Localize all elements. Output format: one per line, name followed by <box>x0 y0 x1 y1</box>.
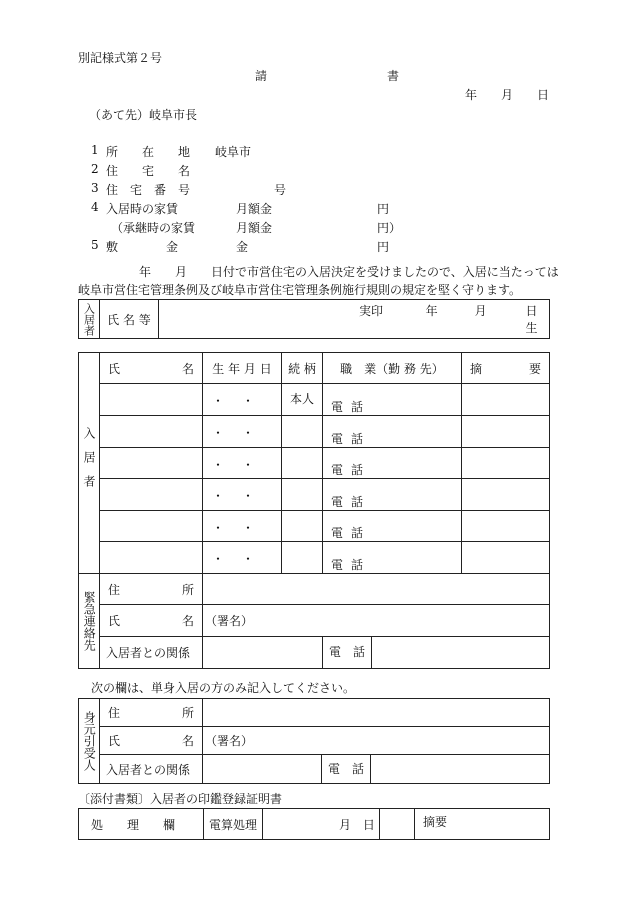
residents-side-label: 入居者 <box>79 353 100 574</box>
emergency-tel-label: 電 話 <box>323 637 372 668</box>
item-num: 5 <box>91 238 99 252</box>
resident-occupation-cell[interactable]: 電話 <box>323 479 462 511</box>
date-line: 年 月 日 <box>465 88 550 102</box>
resident-birth-cell[interactable]: ・・ <box>203 511 282 542</box>
resident-name-cell[interactable] <box>100 542 203 574</box>
item-label: 住 宅 番 号 <box>106 183 191 197</box>
guarantor-address-field[interactable] <box>203 699 550 727</box>
item-label: 入居時の家賃 <box>106 202 179 216</box>
processing-table <box>78 808 550 840</box>
resident-occupation-cell[interactable]: 電話 <box>323 384 462 416</box>
resident-remark-cell[interactable] <box>462 479 550 511</box>
processing-date-cell[interactable] <box>263 809 380 840</box>
resident-name-cell[interactable] <box>100 479 203 511</box>
guarantor-relation-row <box>203 755 550 784</box>
resident-relation-cell[interactable]: 本人 <box>282 384 323 416</box>
item-value: 金 <box>236 240 249 254</box>
header-birth: 生 年 月 日 <box>203 353 282 384</box>
item-num: 1 <box>91 143 99 157</box>
resident-relation-cell[interactable] <box>282 416 323 448</box>
item-num: 4 <box>91 200 99 214</box>
item-label: 敷 金 <box>106 240 179 254</box>
resident-occupation-cell[interactable]: 電話 <box>323 511 462 542</box>
item-label: 所 在 地 <box>106 145 191 159</box>
seal-label: 実印 <box>359 304 384 318</box>
birth-day: 日生 <box>525 304 538 335</box>
header-name: 氏 名 <box>100 353 203 384</box>
item-num: 2 <box>91 162 99 176</box>
emergency-name-field[interactable]: （署名） <box>203 605 550 637</box>
resident-birth-cell[interactable]: ・・ <box>203 416 282 448</box>
resident-row <box>79 416 550 448</box>
item-label: （承継時の家賃 <box>111 221 196 235</box>
item-label: 住 宅 名 <box>106 164 191 178</box>
guarantor-tel-label: 電 話 <box>322 755 371 783</box>
birth-month: 月 <box>474 304 487 318</box>
addressee: （あて先）岐阜市長 <box>89 108 198 122</box>
resident-birth-cell[interactable]: ・・ <box>203 479 282 511</box>
resident-row <box>79 542 550 574</box>
emergency-side-label: 緊急連絡先 <box>79 574 100 669</box>
resident-row <box>79 479 550 511</box>
resident-remark-cell[interactable] <box>462 511 550 542</box>
guarantor-name-label: 氏 名 <box>100 727 203 755</box>
resident-name-cell[interactable] <box>100 416 203 448</box>
attachment-note: 〔添付書類〕入居者の印鑑登録証明書 <box>78 792 283 806</box>
resident-remark-cell[interactable] <box>462 542 550 574</box>
resident-relation-cell[interactable] <box>282 511 323 542</box>
resident-remark-cell[interactable] <box>462 416 550 448</box>
header-occupation: 職 業（勤 務 先） <box>323 353 462 384</box>
statement-line-2: 岐阜市営住宅管理条例及び岐阜市営住宅管理条例施行規則の規定を堅く守ります。 <box>78 283 522 297</box>
resident-relation-cell[interactable] <box>282 448 323 479</box>
processing-check-cell[interactable] <box>380 809 415 840</box>
birth-year: 年 <box>425 304 438 318</box>
resident-name-cell[interactable] <box>100 511 203 542</box>
resident-row <box>79 384 550 416</box>
resident-relation-cell[interactable] <box>282 479 323 511</box>
emergency-name-label: 氏 名 <box>100 605 203 637</box>
guarantor-side-label: 身元引受人 <box>79 699 100 784</box>
signature-side-label: 入居者 <box>79 300 100 339</box>
guarantor-address-label: 住 所 <box>100 699 203 727</box>
processing-month: 月 <box>339 817 352 832</box>
form-number: 別記様式第２号 <box>78 51 163 65</box>
statement-line-1: 年 月 日付で市営住宅の入居決定を受けましたので、入居に当たっては <box>139 265 559 279</box>
resident-name-cell[interactable] <box>100 448 203 479</box>
guarantor-table <box>78 698 550 784</box>
emergency-tel-field[interactable] <box>323 637 550 669</box>
item-value: 岐阜市 <box>215 145 252 159</box>
single-occupancy-note: 次の欄は、単身入居の方のみ記入してください。 <box>91 681 356 695</box>
resident-relation-cell[interactable] <box>282 542 323 574</box>
item-value: 月額金 <box>236 221 273 235</box>
processing-remark[interactable]: 摘要 <box>415 809 550 840</box>
item-unit: 円 <box>377 202 390 216</box>
guarantor-name-field[interactable]: （署名） <box>203 727 550 755</box>
computer-processing-label: 電算処理 <box>204 809 263 840</box>
item-unit: 円 <box>377 240 390 254</box>
resident-occupation-cell[interactable]: 電話 <box>323 542 462 574</box>
item-value: 月額金 <box>236 202 273 216</box>
emergency-address-label: 住 所 <box>100 574 203 605</box>
item-num: 3 <box>91 181 99 195</box>
emergency-address-field[interactable] <box>203 574 550 605</box>
residents-table <box>78 352 550 669</box>
item-unit: 円） <box>377 221 402 235</box>
header-remarks: 摘 要 <box>462 353 550 384</box>
processing-day: 日 <box>362 817 375 832</box>
signature-field[interactable] <box>159 300 550 339</box>
resident-remark-cell[interactable] <box>462 384 550 416</box>
resident-remark-cell[interactable] <box>462 448 550 479</box>
item-value: 号 <box>274 183 287 197</box>
name-label: 氏 名 等 <box>100 300 159 339</box>
emergency-relation-field[interactable] <box>203 637 323 669</box>
resident-occupation-cell[interactable]: 電話 <box>323 416 462 448</box>
processing-label: 処 理 欄 <box>79 809 204 840</box>
resident-row <box>79 511 550 542</box>
resident-name-cell[interactable] <box>100 384 203 416</box>
resident-occupation-cell[interactable]: 電話 <box>323 448 462 479</box>
header-relation: 続 柄 <box>282 353 323 384</box>
resident-row <box>79 448 550 479</box>
guarantor-relation-label: 入居者との関係 <box>100 755 203 784</box>
resident-birth-cell[interactable]: ・・ <box>203 448 282 479</box>
resident-birth-cell[interactable]: ・・ <box>203 384 282 416</box>
guarantor-relation-field[interactable] <box>203 755 322 783</box>
guarantor-tel-field[interactable] <box>371 755 549 783</box>
document-title: 請 書 <box>255 69 400 83</box>
resident-birth-cell[interactable]: ・・ <box>203 542 282 574</box>
emergency-relation-label: 入居者との関係 <box>100 637 203 669</box>
signature-table <box>78 299 550 339</box>
